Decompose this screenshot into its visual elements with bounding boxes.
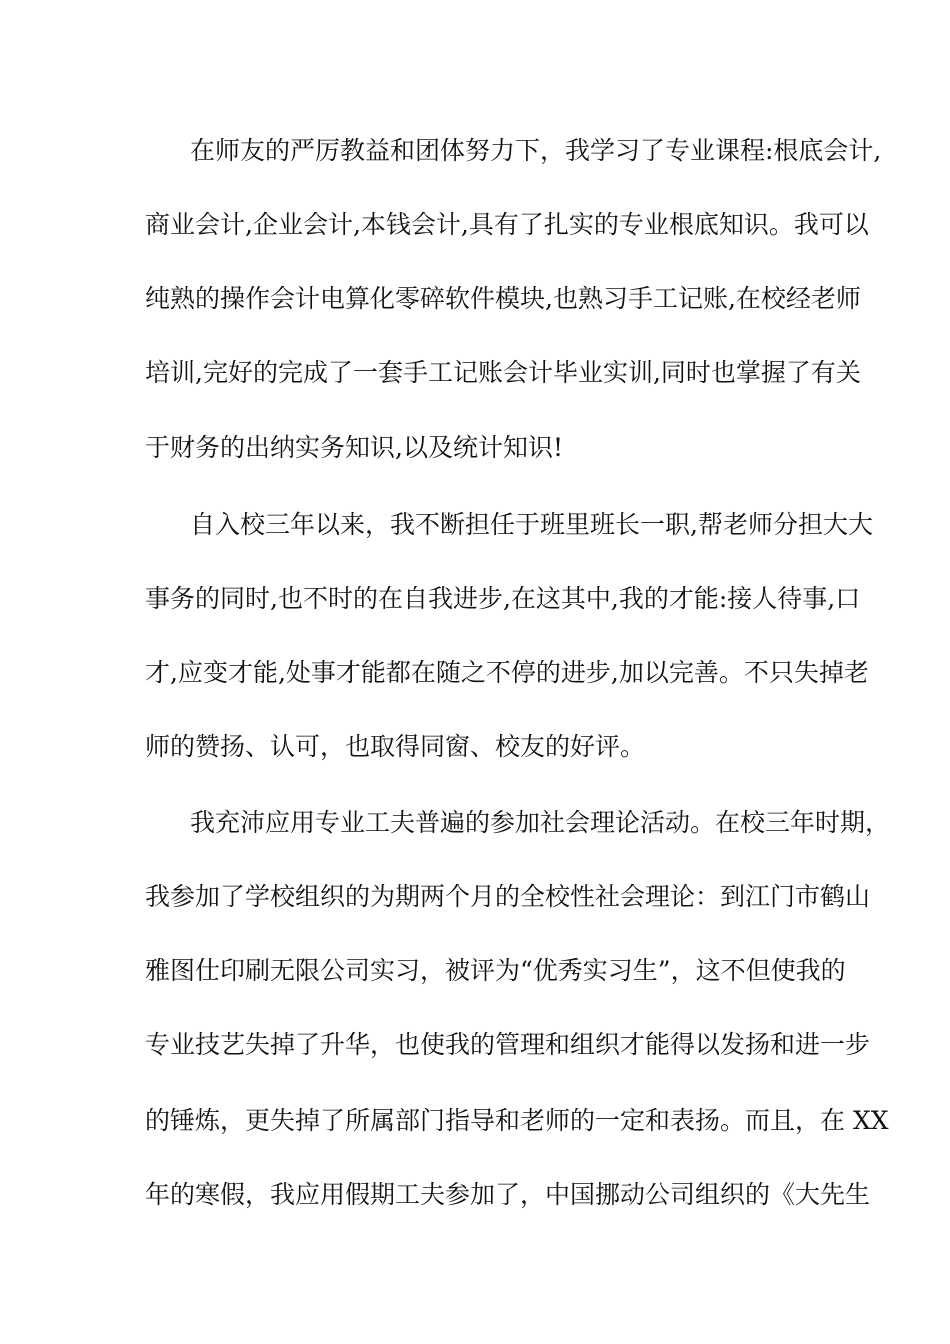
- paragraph-3-line-4: 专业技艺失掉了升华，也使我的管理和组织才能得以发扬和进一步: [145, 1030, 871, 1059]
- paragraph-3-line-2: 我参加了学校组织的为期两个月的全校性社会理论：到江门市鹤山: [145, 882, 871, 911]
- paragraph-3-line-3: 雅图仕印刷无限公司实习，被评为“优秀实习生”，这不但使我的: [145, 956, 846, 985]
- paragraph-2-line-3: 才,应变才能,处事才能都在随之不停的进步,加以完善。不只失掉老: [145, 658, 869, 687]
- paragraph-2-line-1: 自入校三年以来，我不断担任于班里班长一职,帮老师分担大大: [190, 510, 873, 539]
- paragraph-3-line-1: 我充沛应用专业工夫普遍的参加社会理论活动。在校三年时期，: [190, 808, 891, 837]
- paragraph-2-line-4: 师的赞扬、认可，也取得同窗、校友的好评。: [145, 732, 646, 761]
- paragraph-1-line-2: 商业会计,企业会计,本钱会计,具有了扎实的专业根底知识。我可以: [145, 210, 869, 239]
- paragraph-3-line-5: 的锤炼，更失掉了所属部门指导和老师的一定和表扬。而且，在 XX: [145, 1106, 889, 1135]
- paragraph-1-line-5: 于财务的出纳实务知识,以及统计知识!: [145, 433, 563, 462]
- paragraph-1-line-1: 在师友的严厉教益和团体努力下，我学习了专业课程:根底会计,: [190, 136, 882, 165]
- paragraph-1-line-3: 纯熟的操作会计电算化零碎软件模块,也熟习手工记账,在校经老师: [145, 284, 861, 313]
- paragraph-3-line-6: 年的寒假，我应用假期工夫参加了，中国挪动公司组织的《大先生: [145, 1180, 871, 1209]
- paragraph-2-line-2: 事务的同时,也不时的在自我进步,在这其中,我的才能:接人待事,口: [145, 584, 861, 613]
- paragraph-1-line-4: 培训,完好的完成了一套手工记账会计毕业实训,同时也掌握了有关: [145, 358, 861, 387]
